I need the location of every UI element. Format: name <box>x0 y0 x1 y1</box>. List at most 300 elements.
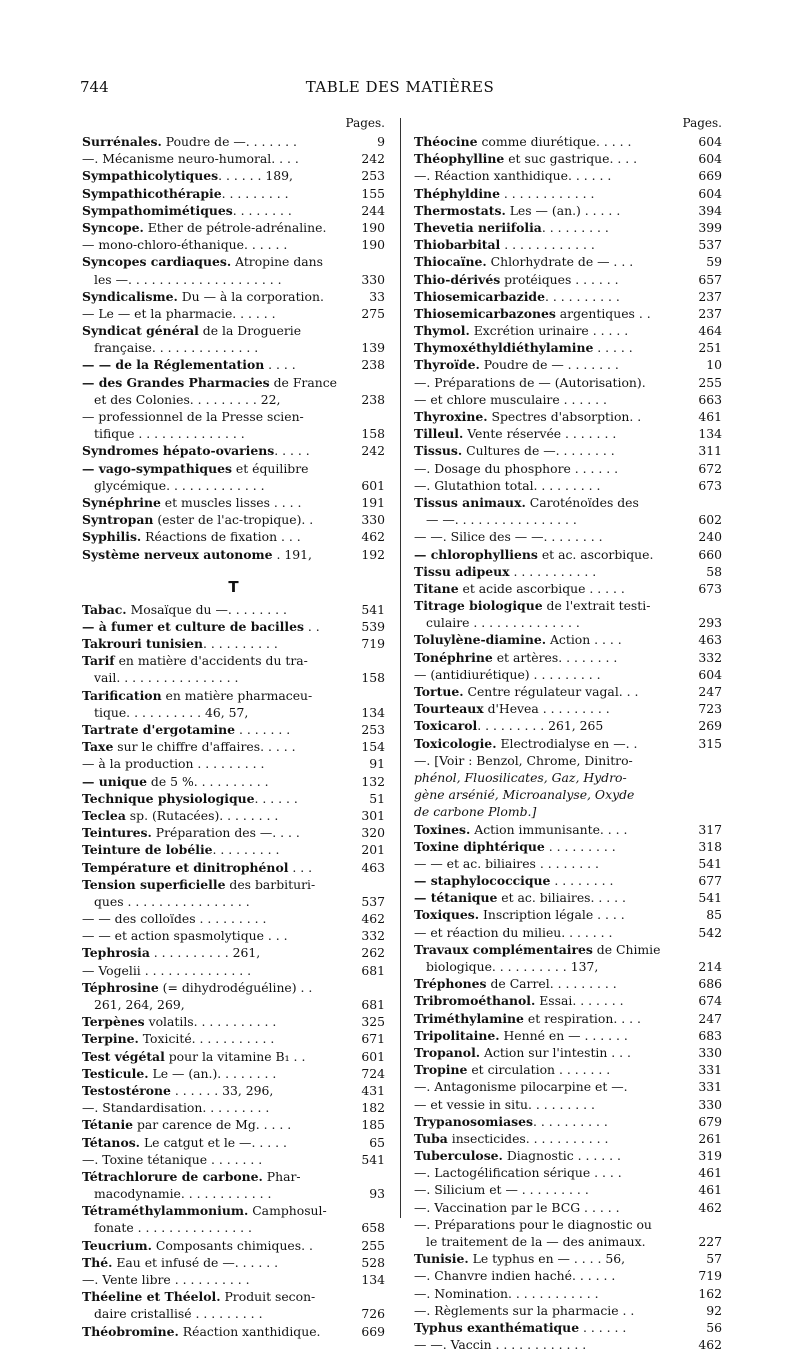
entry-page-number: 57 <box>706 1251 722 1267</box>
entry-description: d'Hevea . . . . . . . . . <box>483 701 610 717</box>
entry-description: Produit secon- <box>220 1289 316 1305</box>
entry-term: Toxicologie. <box>414 735 497 751</box>
entry-page-number: 319 <box>698 1148 722 1164</box>
entry-description: — — et action spasmolytique . . . <box>82 928 288 944</box>
index-entry <box>414 339 722 356</box>
index-entry <box>82 1323 385 1340</box>
entry-text <box>82 219 355 236</box>
entry-page-number: 330 <box>698 1096 722 1112</box>
pages-label: Pages. <box>345 116 385 130</box>
entry-description: de Chimie <box>592 941 661 957</box>
entry-page-number: 541 <box>698 855 722 871</box>
entry-page-number: 154 <box>361 739 385 755</box>
entry-term: Tartrate d'ergotamine <box>82 722 236 737</box>
index-entry <box>82 1065 385 1082</box>
index-entry <box>82 962 385 979</box>
entry-term: Tephrosia <box>82 945 150 961</box>
entry-term: Tétraméthylammonium. <box>82 1203 249 1219</box>
index-entry <box>414 924 722 941</box>
entry-text <box>82 1048 355 1065</box>
index-entry <box>82 618 385 635</box>
entry-text <box>82 944 355 961</box>
entry-description: volatils. . . . . . . . . . . <box>144 1014 277 1030</box>
index-entry <box>414 460 722 477</box>
entry-description: —. Silicium et — . . . . . . . . . <box>414 1182 589 1198</box>
entry-text <box>82 150 355 167</box>
index-entry <box>414 391 722 408</box>
index-entry <box>82 841 385 858</box>
entry-text <box>414 1302 692 1319</box>
entry-text <box>414 855 692 872</box>
index-entry-continuation <box>414 1233 722 1250</box>
entry-text <box>414 546 692 563</box>
entry-term: Syncope. <box>82 219 144 235</box>
entry-continuation-text: — —. . . . . . . . . . . . . . . . <box>426 512 577 528</box>
entry-term: Syndromes hépato-ovariens <box>82 443 275 459</box>
index-entry <box>414 838 722 855</box>
index-entry <box>82 305 385 322</box>
index-entry <box>414 1216 722 1233</box>
index-entry <box>82 1151 385 1168</box>
entry-page-number: 604 <box>698 134 722 149</box>
entry-description: —. Vente libre . . . . . . . . . . <box>82 1272 250 1287</box>
entry-text <box>414 786 692 803</box>
entry-term: Toxine diphtérique <box>414 838 545 854</box>
entry-description: . . . . . . 189, <box>218 168 293 184</box>
entry-page-number: 683 <box>698 1027 722 1043</box>
entry-page-number: 601 <box>361 1048 385 1064</box>
entry-continuation-text: fonate . . . . . . . . . . . . . . . <box>94 1220 252 1236</box>
index-entry <box>414 855 722 872</box>
entry-page-number: 132 <box>361 773 385 789</box>
entry-text <box>82 236 355 253</box>
entry-term: Testicule. <box>82 1065 149 1081</box>
entry-page-number: 541 <box>361 601 385 617</box>
entry-term: Toxiques. <box>414 907 480 923</box>
entry-description: —. Lactogélification sérique . . . . <box>414 1165 622 1181</box>
index-entry <box>82 652 385 669</box>
entry-text <box>414 494 692 511</box>
index-entry <box>414 1319 722 1336</box>
entry-text <box>82 288 355 305</box>
entry-description: sur le chiffre d'affaires. . . . . <box>113 739 296 755</box>
entry-page-number: 719 <box>698 1268 722 1284</box>
entry-description: et respiration. . . . <box>523 1010 641 1026</box>
entry-description: Eau et infusé de —. . . . . . <box>112 1254 279 1270</box>
entry-text <box>414 1010 692 1027</box>
entry-page-number: 461 <box>698 1182 722 1198</box>
index-entry <box>82 910 385 927</box>
entry-text <box>414 889 692 906</box>
entry-text <box>82 962 355 979</box>
index-entry <box>414 528 722 545</box>
entry-page-number: 214 <box>698 959 722 974</box>
entry-page-number: 463 <box>361 859 385 875</box>
entry-description: . . . . . . . . . . <box>544 288 620 304</box>
index-entry <box>82 927 385 944</box>
index-entry <box>414 202 722 219</box>
entry-description: Atropine dans <box>231 254 323 270</box>
entry-description: —. Préparations pour le diagnostic ou <box>414 1216 652 1232</box>
entry-description: —. Glutathion total. . . . . . . . . <box>414 477 601 493</box>
entry-description: de l'extrait testi- <box>542 598 651 614</box>
entry-page-number: 681 <box>361 962 385 978</box>
entry-text <box>414 167 692 184</box>
entry-page-number: 269 <box>698 718 722 734</box>
entry-term: Tissus animaux. <box>414 494 526 510</box>
entry-text <box>414 391 692 408</box>
index-entry-continuation <box>414 614 722 631</box>
entry-term: — staphylococcique <box>414 873 551 889</box>
entry-text <box>82 528 355 545</box>
entry-description: . . . . . . . . . 261, 265 <box>477 718 604 734</box>
index-entry <box>414 1181 722 1198</box>
entry-text <box>82 1288 355 1305</box>
entry-description: (ester de l'ac-tropique). . <box>153 512 314 528</box>
entry-text <box>82 167 355 184</box>
entry-term: Tabac. <box>82 601 127 617</box>
entry-page-number: 255 <box>698 374 722 390</box>
entry-description: Action . . . . <box>546 632 622 648</box>
entry-text <box>414 528 692 545</box>
entry-description: Phar- <box>262 1168 301 1184</box>
index-entry <box>414 683 722 700</box>
entry-text <box>414 666 692 683</box>
entry-term: Takrouri tunisien <box>82 636 204 652</box>
entry-description: de 5 %. . . . . . . . . . <box>146 773 269 789</box>
index-entry <box>414 752 722 769</box>
entry-description: . . . . . . . . . . <box>532 1113 608 1129</box>
entry-term: Tétanie <box>82 1117 134 1133</box>
entry-description: Composants chimiques. . <box>151 1237 313 1253</box>
index-entry <box>414 1336 722 1353</box>
entry-text <box>82 859 355 876</box>
entry-description: phénol, Fluosilicates, Gaz, Hydro- <box>414 769 627 785</box>
index-entry <box>414 1096 722 1113</box>
entry-page-number: 311 <box>698 443 722 459</box>
entry-continuation-text: daire cristallisé . . . . . . . . . <box>94 1306 263 1322</box>
entry-page-number: 247 <box>698 684 722 699</box>
entry-page-number: 93 <box>369 1186 385 1202</box>
entry-term: Sympathicothérapie <box>82 185 222 201</box>
index-entry <box>414 408 722 425</box>
index-entry <box>82 1237 385 1254</box>
entry-description: et ac. biliaires. . . . . <box>497 890 626 906</box>
entry-term: Tropanol. <box>414 1044 481 1060</box>
index-entry <box>414 1130 722 1147</box>
entry-continuation-text: 261, 264, 269, <box>94 997 185 1012</box>
entry-description: Chlorhydrate de — . . . <box>486 254 634 270</box>
entry-page-number: 431 <box>361 1082 385 1098</box>
index-entry <box>82 1082 385 1099</box>
entry-page-number: 65 <box>369 1134 385 1150</box>
entry-term: Thiocaïne. <box>414 254 487 270</box>
entry-page-number: 541 <box>361 1151 385 1167</box>
entry-text <box>414 752 692 769</box>
entry-text <box>414 253 692 270</box>
entry-text <box>82 185 355 202</box>
entry-continuation-text: vail. . . . . . . . . . . . . . . . <box>94 670 239 686</box>
index-entry <box>82 1030 385 1047</box>
entry-term: Toluylène-diamine. <box>414 632 547 648</box>
index-entry <box>82 219 385 236</box>
entry-continuation-text: culaire . . . . . . . . . . . . . . <box>426 615 580 631</box>
entry-text <box>414 1044 692 1061</box>
entry-term: Tourteaux <box>414 701 484 717</box>
entry-continuation-text: française. . . . . . . . . . . . . . <box>94 340 259 356</box>
entry-page-number: 330 <box>698 1044 722 1060</box>
index-entry <box>414 1199 722 1216</box>
entry-page-number: 331 <box>698 1079 722 1095</box>
entry-text <box>82 460 355 477</box>
entry-page-number: 134 <box>361 704 385 720</box>
entry-term: Théeline et Théelol. <box>82 1289 221 1305</box>
entry-page-number: 190 <box>361 237 385 253</box>
index-entry <box>414 666 722 683</box>
entry-page-number: 686 <box>698 976 722 992</box>
entry-text <box>414 924 692 941</box>
entry-description: et muscles lisses . . . . <box>160 494 302 510</box>
entry-page-number: 463 <box>698 632 722 648</box>
entry-text <box>414 1164 692 1181</box>
entry-term: Système nerveux autonome <box>82 546 273 562</box>
entry-description: et circulation . . . . . . . <box>467 1062 611 1078</box>
page-number: 744 <box>80 78 109 96</box>
entry-page-number: 528 <box>361 1254 385 1270</box>
entry-page-number: 462 <box>698 1199 722 1215</box>
entry-page-number: 601 <box>361 477 385 493</box>
entry-description: Inscription légale . . . . <box>479 907 625 923</box>
entry-term: — chlorophylliens <box>414 546 538 562</box>
entry-term: Thiosemicarbazide <box>414 288 545 304</box>
index-entry <box>82 236 385 253</box>
entry-term: Tortue. <box>414 684 464 699</box>
entry-text <box>82 618 355 635</box>
entry-page-number: 139 <box>361 340 385 356</box>
entry-page-number: 604 <box>698 151 722 167</box>
entry-term: Sympathomimétiques <box>82 202 233 218</box>
entry-text <box>82 322 355 339</box>
index-entry <box>414 271 722 288</box>
index-entry-continuation <box>82 1305 385 1322</box>
entry-description: . . . . . . . <box>235 722 291 737</box>
entry-text <box>414 460 692 477</box>
entry-text <box>414 150 692 167</box>
entry-page-number: 317 <box>698 821 722 837</box>
index-entry <box>414 185 722 202</box>
entry-text <box>82 374 355 391</box>
entry-page-number: 724 <box>361 1065 385 1081</box>
index-entry-continuation <box>82 425 385 442</box>
entry-term: Tunisie. <box>414 1251 469 1267</box>
index-entry <box>82 133 385 150</box>
entry-term: Tissus. <box>414 443 463 459</box>
entry-description: . . . . . . . . . . 261, <box>149 945 261 961</box>
pages-label: Pages. <box>682 116 722 130</box>
entry-description: Essai. . . . . . . <box>535 993 624 1009</box>
entry-description: . . . . . . . . . <box>212 842 280 858</box>
entry-text <box>414 322 692 339</box>
entry-page-number: 255 <box>361 1237 385 1253</box>
index-entry <box>414 717 722 734</box>
entry-description: Excrétion urinaire . . . . . <box>469 323 629 339</box>
entry-term: Thio-dérivés <box>414 271 501 287</box>
entry-page-number: 657 <box>698 271 722 287</box>
entry-description: — —. Silice des — —. . . . . . . . <box>414 529 603 545</box>
index-entry <box>82 1134 385 1151</box>
index-entry <box>82 859 385 876</box>
entry-description: Centre régulateur vagal. . . <box>463 684 639 699</box>
entry-page-number: 51 <box>369 790 385 806</box>
entry-text <box>82 876 355 893</box>
entry-text <box>82 511 355 528</box>
entry-page-number: 602 <box>698 512 722 528</box>
entry-description: et artères. . . . . . . . <box>492 649 618 665</box>
index-entry <box>414 305 722 322</box>
entry-description: —. [Voir : Benzol, Chrome, Dinitro- <box>414 752 633 768</box>
index-entry <box>414 1113 722 1130</box>
entry-description: par carence de Mg. . . . . <box>133 1117 292 1133</box>
entry-text <box>82 601 355 618</box>
entry-page-number: 262 <box>361 945 385 961</box>
entry-text <box>414 649 692 666</box>
entry-text <box>414 735 692 752</box>
entry-text <box>414 477 692 494</box>
index-entry <box>414 1044 722 1061</box>
entry-text <box>414 1061 692 1078</box>
entry-term: Terpine. <box>82 1031 139 1047</box>
index-entry <box>82 185 385 202</box>
entry-description: — Le — et la pharmacie. . . . . . <box>82 305 276 321</box>
entry-description: et suc gastrique. . . . <box>504 151 638 167</box>
index-entry <box>414 236 722 253</box>
entry-text <box>414 975 692 992</box>
entry-text <box>82 927 355 944</box>
entry-page-number: 56 <box>706 1319 722 1335</box>
entry-page-number: 315 <box>698 735 722 751</box>
entry-term: — à fumer et culture de bacilles <box>82 618 304 634</box>
index-entry <box>414 735 722 752</box>
entry-page-number: 9 <box>377 134 385 149</box>
column-divider <box>400 118 401 1218</box>
entry-description: —. Antagonisme pilocarpine et —. <box>414 1079 628 1095</box>
entry-text <box>414 185 692 202</box>
entry-continuation-text: biologique. . . . . . . . . . 137, <box>426 959 599 974</box>
entry-text <box>82 755 355 772</box>
index-entry-continuation <box>414 958 722 975</box>
entry-text <box>414 271 692 288</box>
entry-term: Thymoxéthyldiéthylamine <box>414 340 594 356</box>
entry-text <box>82 305 355 322</box>
entry-page-number: 719 <box>361 636 385 652</box>
entry-page-number: 301 <box>361 807 385 823</box>
entry-text <box>82 1116 355 1133</box>
entry-page-number: 33 <box>369 288 385 304</box>
entry-description: — (antidiurétique) . . . . . . . . . <box>414 666 601 682</box>
index-entry <box>82 1116 385 1133</box>
entry-text <box>82 1082 355 1099</box>
entry-term: Trypanosomiases <box>414 1113 533 1129</box>
index-entry <box>82 1271 385 1288</box>
index-entry <box>414 1164 722 1181</box>
entry-description: — à la production . . . . . . . . . <box>82 756 265 772</box>
entry-description: — — des colloïdes . . . . . . . . . <box>82 911 267 927</box>
entry-page-number: 399 <box>698 219 722 235</box>
entry-description: —. Nomination. . . . . . . . . . . . <box>414 1285 599 1301</box>
index-entry <box>82 755 385 772</box>
entry-term: Théophylline <box>414 151 505 167</box>
entry-term: — vago-sympathiques <box>82 460 232 476</box>
entry-text <box>414 769 692 786</box>
entry-continuation-text: les —. . . . . . . . . . . . . . . . . . . . <box>94 271 282 287</box>
entry-text <box>82 133 355 150</box>
index-entry <box>82 408 385 425</box>
entry-description: en matière pharmaceu- <box>161 687 313 703</box>
index-entry-continuation <box>82 893 385 910</box>
entry-description: et ac. ascorbique. <box>537 546 654 562</box>
entry-page-number: 238 <box>361 357 385 373</box>
entry-page-number: 462 <box>698 1337 722 1353</box>
entry-term: Testostérone <box>82 1082 171 1098</box>
entry-description: Action sur l'intestin . . . <box>480 1044 631 1060</box>
entry-text <box>414 1147 692 1164</box>
entry-description: — — et ac. biliaires . . . . . . . . <box>414 855 599 871</box>
entry-text <box>82 807 355 824</box>
entry-term: Teucrium. <box>82 1237 152 1253</box>
entry-description: Vente réservée . . . . . . . <box>463 426 617 442</box>
entry-text <box>414 1199 692 1216</box>
entry-description: . . . . . . . . . <box>541 219 609 235</box>
index-entry-continuation <box>82 1185 385 1202</box>
entry-term: Thermostats. <box>414 202 506 218</box>
index-entry <box>414 219 722 236</box>
index-entry <box>414 821 722 838</box>
entry-term: — des Grandes Pharmacies <box>82 374 270 390</box>
entry-text <box>414 1130 692 1147</box>
entry-description: Spectres d'absorption. . <box>487 409 642 424</box>
entry-term: — tétanique <box>414 890 498 906</box>
entry-text <box>414 597 692 614</box>
entry-description: . . <box>303 618 320 634</box>
entry-description: Le typhus en — . . . . 56, <box>468 1251 626 1267</box>
entry-text <box>414 563 692 580</box>
entry-page-number: 237 <box>698 305 722 321</box>
entry-text <box>82 408 355 425</box>
entry-text <box>82 1030 355 1047</box>
index-entry <box>414 563 722 580</box>
entry-term: Thyroïde. <box>414 357 480 373</box>
entry-text <box>414 803 692 820</box>
entry-text <box>414 700 692 717</box>
entry-term: Tissu adipeux <box>414 563 510 579</box>
entry-page-number: 669 <box>361 1323 385 1339</box>
index-entry <box>82 460 385 477</box>
entry-description: Poudre de —. . . . . . . <box>161 134 297 149</box>
entry-term: Tétrachlorure de carbone. <box>82 1168 263 1184</box>
entry-page-number: 677 <box>698 873 722 889</box>
entry-text <box>414 992 692 1009</box>
entry-text <box>414 838 692 855</box>
entry-description: . . . . . . 33, 296, <box>170 1082 274 1098</box>
entry-term: Titane <box>414 580 459 596</box>
entry-text <box>414 356 692 373</box>
entry-text <box>414 631 692 648</box>
index-entry <box>82 288 385 305</box>
entry-description: — et vessie in situ. . . . . . . . . <box>414 1096 595 1112</box>
index-entry <box>414 322 722 339</box>
index-entry-continuation <box>82 477 385 494</box>
index-entry <box>414 1010 722 1027</box>
